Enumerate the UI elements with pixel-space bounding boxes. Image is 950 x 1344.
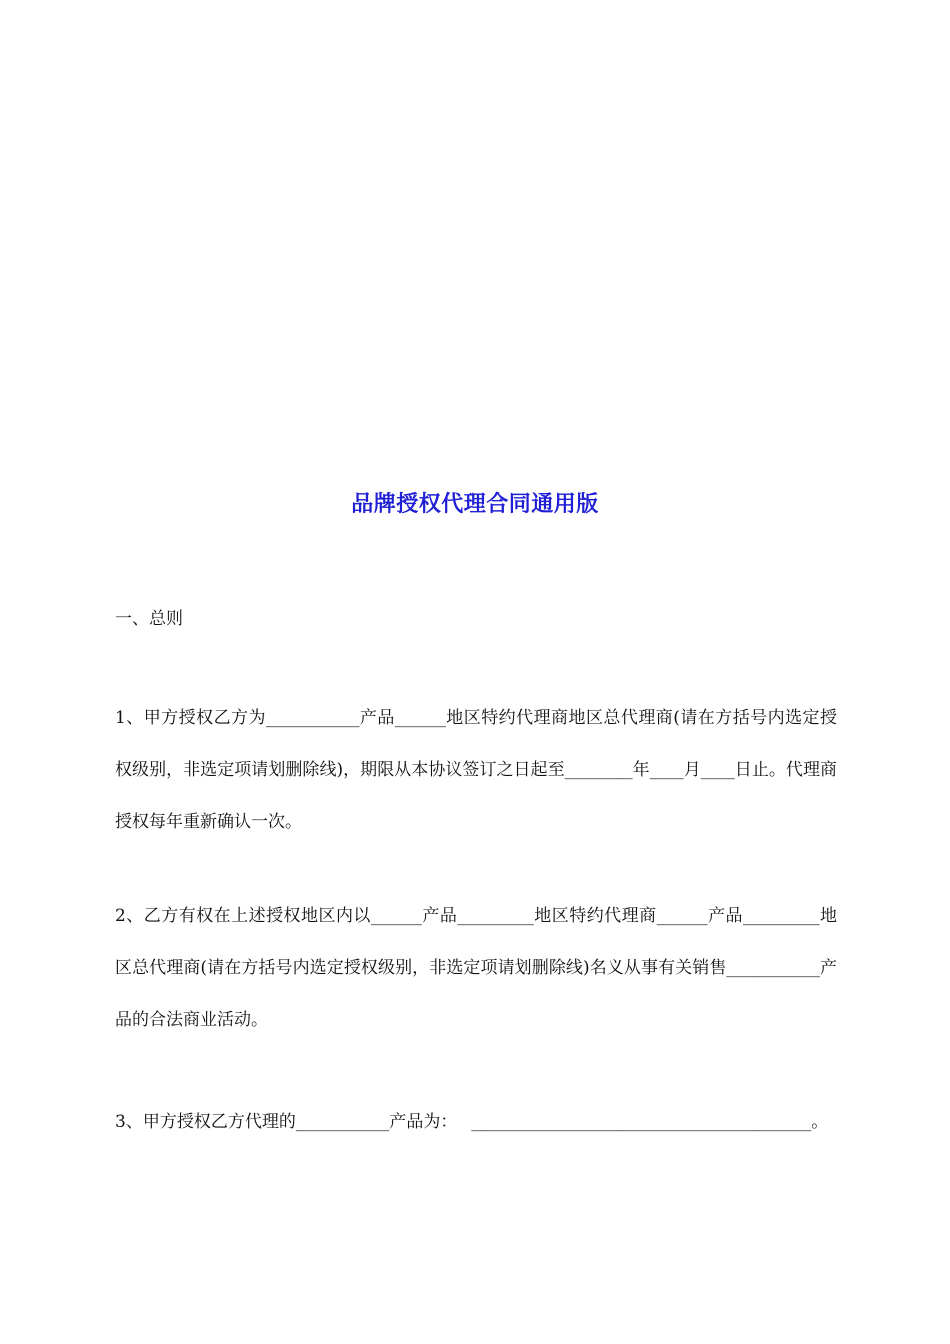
clause-3: 3、甲方授权乙方代理的___________产品为： ________________________________________。 [115, 1112, 829, 1132]
clause-1: 1、甲方授权乙方为___________产品______地区特约代理商地区总代理商(请在方括号内选定授权级别，非选定项请划删除线)，期限从本协议签订之日起至________年____月____日止。代理商授权每年重新确认一次。 [115, 708, 837, 832]
document-title: 品牌授权代理合同通用版 [351, 491, 599, 517]
section-heading-general: 一、总则 [115, 609, 183, 629]
clause-2: 2、乙方有权在上述授权地区内以______产品_________地区特约代理商______产品_________地区总代理商(请在方括号内选定授权级别，非选定项请划删除线)名义从事有关销售___________产品的合法商业活动。 [115, 906, 837, 1030]
